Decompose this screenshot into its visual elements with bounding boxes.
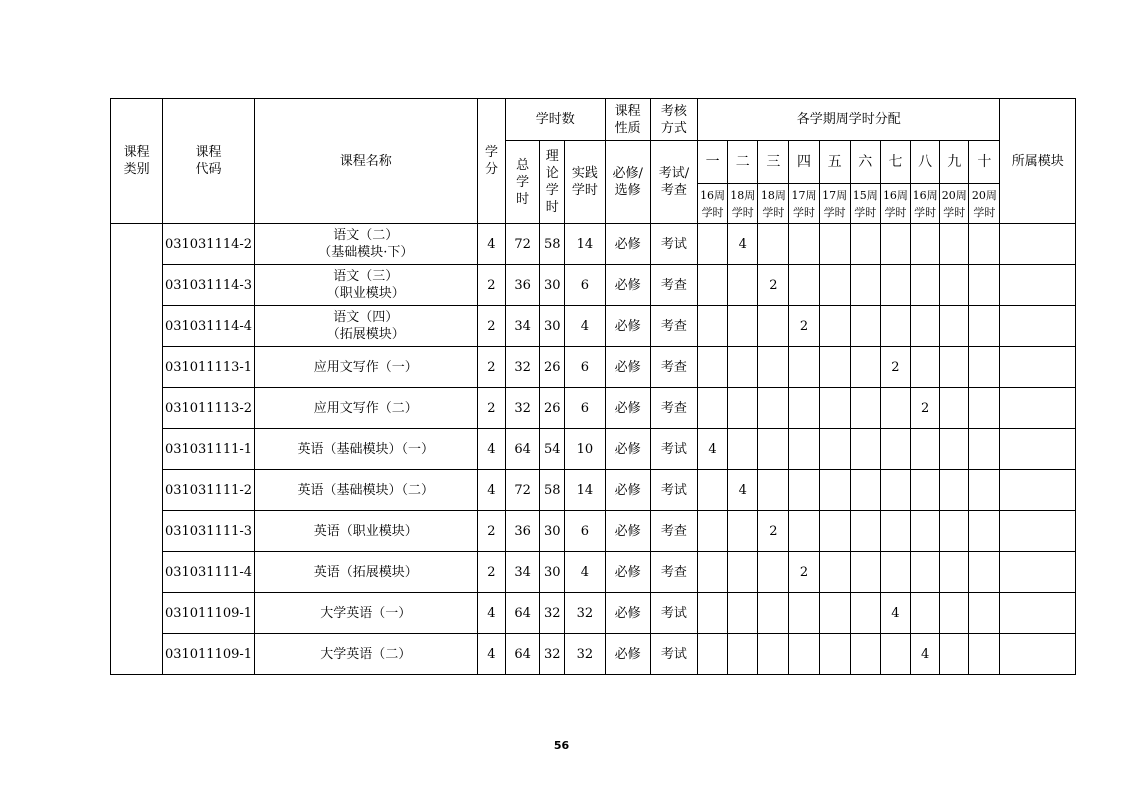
nature-cell: 必修: [605, 470, 650, 511]
semester-hours-cell: [911, 224, 940, 265]
total-hours-cell: 32: [506, 347, 540, 388]
table-row: [111, 265, 1076, 306]
practice-hours-cell: 32: [565, 593, 605, 634]
semester-hours-cell: [880, 429, 910, 470]
semester-hours-cell: [698, 552, 728, 593]
table-row: [111, 224, 1076, 265]
semester-hours-cell: [758, 593, 789, 634]
table-row: [111, 511, 1076, 552]
nature-cell: 必修: [605, 265, 650, 306]
semester-hours-cell: [728, 388, 758, 429]
credit-cell: 2: [477, 306, 505, 347]
header-hours-group: 学时数: [506, 99, 606, 141]
semester-label: 三: [758, 141, 789, 184]
total-hours-cell: 36: [506, 265, 540, 306]
semester-hours-cell: [698, 634, 728, 675]
curriculum-table: [110, 98, 1076, 675]
semester-hours-cell: [969, 388, 1000, 429]
semester-hours-cell: 2: [789, 552, 819, 593]
semester-hours-cell: [880, 470, 910, 511]
header-theory-hours: 理论学时: [540, 141, 565, 224]
course-code: 031031114-3: [163, 265, 254, 306]
course-name: 英语（职业模块）: [254, 511, 477, 552]
course-code: 031031111-1: [163, 429, 254, 470]
semester-hours-cell: [698, 593, 728, 634]
credit-cell: 4: [477, 224, 505, 265]
semester-hours-cell: [940, 265, 969, 306]
total-hours-cell: 64: [506, 429, 540, 470]
semester-hours-cell: 2: [911, 388, 940, 429]
semester-hours-cell: [911, 511, 940, 552]
course-code: 031031111-4: [163, 552, 254, 593]
semester-weeks: 18周学时: [758, 184, 789, 224]
semester-label: 九: [940, 141, 969, 184]
theory-hours-cell: 30: [540, 511, 565, 552]
semester-hours-cell: [758, 634, 789, 675]
semester-label: 八: [911, 141, 940, 184]
course-name: 英语（基础模块）（一）: [254, 429, 477, 470]
semester-hours-cell: [940, 634, 969, 675]
header-practice-hours: 实践学时: [565, 141, 605, 224]
module-cell: [1000, 593, 1076, 634]
nature-cell: 必修: [605, 388, 650, 429]
semester-hours-cell: [758, 306, 789, 347]
theory-hours-cell: 26: [540, 388, 565, 429]
table-header: [111, 99, 1076, 224]
semester-hours-cell: 4: [728, 470, 758, 511]
semester-hours-cell: 4: [880, 593, 910, 634]
semester-hours-cell: [940, 552, 969, 593]
course-code: 031011109-1: [163, 593, 254, 634]
theory-hours-cell: 54: [540, 429, 565, 470]
semester-hours-cell: [850, 388, 880, 429]
semester-hours-cell: [880, 634, 910, 675]
semester-hours-cell: [758, 224, 789, 265]
semester-hours-cell: [850, 634, 880, 675]
theory-hours-cell: 58: [540, 224, 565, 265]
semester-hours-cell: [819, 511, 850, 552]
semester-hours-cell: [758, 388, 789, 429]
exam-cell: 考试: [650, 224, 697, 265]
semester-hours-cell: [789, 265, 819, 306]
course-name-line: 语文（四）: [333, 310, 399, 325]
semester-label: 二: [728, 141, 758, 184]
nature-cell: 必修: [605, 552, 650, 593]
semester-hours-cell: [969, 593, 1000, 634]
theory-hours-cell: 30: [540, 265, 565, 306]
course-name: 大学英语（二）: [254, 634, 477, 675]
semester-hours-cell: [850, 265, 880, 306]
semester-hours-cell: [969, 634, 1000, 675]
semester-hours-cell: [789, 224, 819, 265]
semester-label: 七: [880, 141, 910, 184]
course-name: 应用文写作（一）: [254, 347, 477, 388]
semester-hours-cell: [880, 224, 910, 265]
exam-cell: 考查: [650, 306, 697, 347]
semester-hours-cell: [911, 265, 940, 306]
total-hours-cell: 64: [506, 593, 540, 634]
semester-hours-cell: [969, 224, 1000, 265]
course-name: [254, 224, 477, 265]
semester-hours-cell: [728, 634, 758, 675]
semester-weeks: 17周学时: [819, 184, 850, 224]
module-cell: [1000, 388, 1076, 429]
semester-hours-cell: [789, 470, 819, 511]
credit-cell: 2: [477, 388, 505, 429]
semester-hours-cell: [850, 511, 880, 552]
theory-hours-cell: 30: [540, 552, 565, 593]
credit-cell: 2: [477, 552, 505, 593]
theory-hours-cell: 26: [540, 347, 565, 388]
nature-cell: 必修: [605, 634, 650, 675]
semester-hours-cell: [758, 347, 789, 388]
course-name-sub: （职业模块）: [326, 286, 405, 301]
course-code: 031031111-3: [163, 511, 254, 552]
semester-hours-cell: [880, 511, 910, 552]
course-name-line: 语文（三）: [333, 269, 399, 284]
semester-hours-cell: [698, 388, 728, 429]
credit-cell: 4: [477, 429, 505, 470]
exam-cell: 考试: [650, 429, 697, 470]
semester-hours-cell: [969, 552, 1000, 593]
semester-hours-cell: [969, 347, 1000, 388]
practice-hours-cell: 6: [565, 347, 605, 388]
semester-hours-cell: [940, 470, 969, 511]
nature-cell: 必修: [605, 593, 650, 634]
semester-hours-cell: [728, 265, 758, 306]
table-row: [111, 634, 1076, 675]
exam-cell: 考查: [650, 552, 697, 593]
semester-hours-cell: [969, 429, 1000, 470]
semester-hours-cell: [911, 593, 940, 634]
total-hours-cell: 36: [506, 511, 540, 552]
course-name-sub: （拓展模块）: [326, 327, 405, 342]
module-cell: [1000, 634, 1076, 675]
semester-hours-cell: [850, 552, 880, 593]
table-row: [111, 347, 1076, 388]
semester-hours-cell: [758, 429, 789, 470]
semester-hours-cell: [789, 511, 819, 552]
semester-hours-cell: [819, 224, 850, 265]
semester-weeks: 16周学时: [880, 184, 910, 224]
semester-hours-cell: [819, 593, 850, 634]
course-name: 英语（基础模块）（二）: [254, 470, 477, 511]
credit-cell: 4: [477, 593, 505, 634]
course-code: 031011113-2: [163, 388, 254, 429]
semester-hours-cell: [940, 429, 969, 470]
semester-hours-cell: [819, 265, 850, 306]
credit-cell: 2: [477, 347, 505, 388]
semester-hours-cell: [698, 347, 728, 388]
semester-hours-cell: 2: [758, 511, 789, 552]
practice-hours-cell: 14: [565, 224, 605, 265]
header-exam-sub: 考试/考查: [650, 141, 697, 224]
semester-hours-cell: [850, 429, 880, 470]
header-total-hours: 总学时: [506, 141, 540, 224]
table-row: [111, 388, 1076, 429]
course-name: [254, 265, 477, 306]
semester-label: 六: [850, 141, 880, 184]
semester-hours-cell: [758, 470, 789, 511]
nature-cell: 必修: [605, 224, 650, 265]
semester-label: 四: [789, 141, 819, 184]
semester-hours-cell: [850, 306, 880, 347]
semester-hours-cell: 2: [758, 265, 789, 306]
semester-hours-cell: [880, 306, 910, 347]
header-semester-group: 各学期周学时分配: [698, 99, 1000, 141]
semester-hours-cell: [728, 511, 758, 552]
semester-hours-cell: [728, 552, 758, 593]
table-body: [111, 224, 1076, 675]
nature-cell: 必修: [605, 347, 650, 388]
total-hours-cell: 34: [506, 552, 540, 593]
semester-hours-cell: [969, 470, 1000, 511]
semester-hours-cell: [940, 388, 969, 429]
semester-hours-cell: [911, 306, 940, 347]
practice-hours-cell: 14: [565, 470, 605, 511]
semester-hours-cell: [819, 429, 850, 470]
semester-weeks: 20周学时: [969, 184, 1000, 224]
semester-hours-cell: [880, 265, 910, 306]
module-cell: [1000, 552, 1076, 593]
practice-hours-cell: 6: [565, 265, 605, 306]
semester-hours-cell: [789, 593, 819, 634]
semester-hours-cell: 2: [880, 347, 910, 388]
practice-hours-cell: 6: [565, 511, 605, 552]
semester-hours-cell: [880, 388, 910, 429]
theory-hours-cell: 58: [540, 470, 565, 511]
header-name: 课程名称: [254, 99, 477, 224]
semester-hours-cell: [728, 593, 758, 634]
nature-cell: 必修: [605, 306, 650, 347]
semester-hours-cell: [698, 511, 728, 552]
exam-cell: 考试: [650, 634, 697, 675]
semester-label: 十: [969, 141, 1000, 184]
exam-cell: 考查: [650, 347, 697, 388]
course-code: 031031114-2: [163, 224, 254, 265]
semester-hours-cell: [969, 265, 1000, 306]
category-cell: [111, 224, 163, 675]
semester-hours-cell: [969, 511, 1000, 552]
module-cell: [1000, 265, 1076, 306]
total-hours-cell: 32: [506, 388, 540, 429]
header-exam-method: 考核方式: [650, 99, 697, 141]
semester-hours-cell: 4: [698, 429, 728, 470]
semester-hours-cell: 4: [728, 224, 758, 265]
semester-hours-cell: [911, 429, 940, 470]
practice-hours-cell: 4: [565, 552, 605, 593]
semester-hours-cell: [969, 306, 1000, 347]
total-hours-cell: 72: [506, 224, 540, 265]
module-cell: [1000, 470, 1076, 511]
semester-hours-cell: [789, 429, 819, 470]
header-nature: 课程性质: [605, 99, 650, 141]
semester-weeks: 15周学时: [850, 184, 880, 224]
semester-hours-cell: [789, 634, 819, 675]
practice-hours-cell: 6: [565, 388, 605, 429]
theory-hours-cell: 32: [540, 634, 565, 675]
header-nature-sub: 必修/选修: [605, 141, 650, 224]
theory-hours-cell: 30: [540, 306, 565, 347]
credit-cell: 4: [477, 634, 505, 675]
semester-hours-cell: [819, 634, 850, 675]
course-code: 031011113-1: [163, 347, 254, 388]
table-row: [111, 593, 1076, 634]
semester-hours-cell: [819, 552, 850, 593]
module-cell: [1000, 511, 1076, 552]
module-cell: [1000, 429, 1076, 470]
header-code: 课程代码: [163, 99, 254, 224]
course-code: 031011109-1: [163, 634, 254, 675]
module-cell: [1000, 306, 1076, 347]
course-name: 英语（拓展模块）: [254, 552, 477, 593]
practice-hours-cell: 32: [565, 634, 605, 675]
semester-hours-cell: [850, 224, 880, 265]
semester-label: 一: [698, 141, 728, 184]
semester-weeks: 16周学时: [911, 184, 940, 224]
semester-label: 五: [819, 141, 850, 184]
course-name: 大学英语（一）: [254, 593, 477, 634]
nature-cell: 必修: [605, 511, 650, 552]
exam-cell: 考查: [650, 265, 697, 306]
semester-hours-cell: [698, 224, 728, 265]
semester-hours-cell: [789, 388, 819, 429]
semester-hours-cell: 2: [789, 306, 819, 347]
module-cell: [1000, 347, 1076, 388]
module-cell: [1000, 224, 1076, 265]
semester-hours-cell: [940, 347, 969, 388]
credit-cell: 4: [477, 470, 505, 511]
exam-cell: 考试: [650, 470, 697, 511]
total-hours-cell: 72: [506, 470, 540, 511]
semester-hours-cell: [698, 470, 728, 511]
semester-hours-cell: 4: [911, 634, 940, 675]
practice-hours-cell: 10: [565, 429, 605, 470]
course-name: 应用文写作（二）: [254, 388, 477, 429]
semester-hours-cell: [911, 552, 940, 593]
semester-hours-cell: [728, 306, 758, 347]
semester-hours-cell: [698, 306, 728, 347]
semester-hours-cell: [819, 470, 850, 511]
semester-hours-cell: [819, 347, 850, 388]
semester-hours-cell: [789, 347, 819, 388]
header-credit: 学分: [477, 99, 505, 224]
course-name-sub: （基础模块·下）: [318, 245, 414, 260]
semester-weeks: 18周学时: [728, 184, 758, 224]
semester-hours-cell: [698, 265, 728, 306]
semester-hours-cell: [940, 593, 969, 634]
semester-hours-cell: [819, 306, 850, 347]
semester-weeks: 17周学时: [789, 184, 819, 224]
table-row: [111, 429, 1076, 470]
semester-hours-cell: [728, 347, 758, 388]
course-name: [254, 306, 477, 347]
credit-cell: 2: [477, 265, 505, 306]
exam-cell: 考查: [650, 388, 697, 429]
semester-weeks: 16周学时: [698, 184, 728, 224]
header-category: 课程类别: [111, 99, 163, 224]
semester-hours-cell: [940, 306, 969, 347]
course-code: 031031114-4: [163, 306, 254, 347]
page-number: 56: [553, 739, 570, 752]
semester-hours-cell: [850, 470, 880, 511]
semester-hours-cell: [911, 347, 940, 388]
semester-weeks: 20周学时: [940, 184, 969, 224]
header-module: 所属模块: [1000, 99, 1076, 224]
semester-hours-cell: [940, 224, 969, 265]
total-hours-cell: 64: [506, 634, 540, 675]
semester-hours-cell: [819, 388, 850, 429]
exam-cell: 考查: [650, 511, 697, 552]
semester-hours-cell: [850, 593, 880, 634]
nature-cell: 必修: [605, 429, 650, 470]
table-row: [111, 552, 1076, 593]
total-hours-cell: 34: [506, 306, 540, 347]
practice-hours-cell: 4: [565, 306, 605, 347]
course-code: 031031111-2: [163, 470, 254, 511]
credit-cell: 2: [477, 511, 505, 552]
exam-cell: 考试: [650, 593, 697, 634]
semester-hours-cell: [758, 552, 789, 593]
semester-hours-cell: [911, 470, 940, 511]
course-name-line: 语文（二）: [333, 228, 399, 243]
table-row: [111, 470, 1076, 511]
semester-hours-cell: [850, 347, 880, 388]
semester-hours-cell: [880, 552, 910, 593]
table-row: [111, 306, 1076, 347]
semester-hours-cell: [728, 429, 758, 470]
theory-hours-cell: 32: [540, 593, 565, 634]
semester-hours-cell: [940, 511, 969, 552]
